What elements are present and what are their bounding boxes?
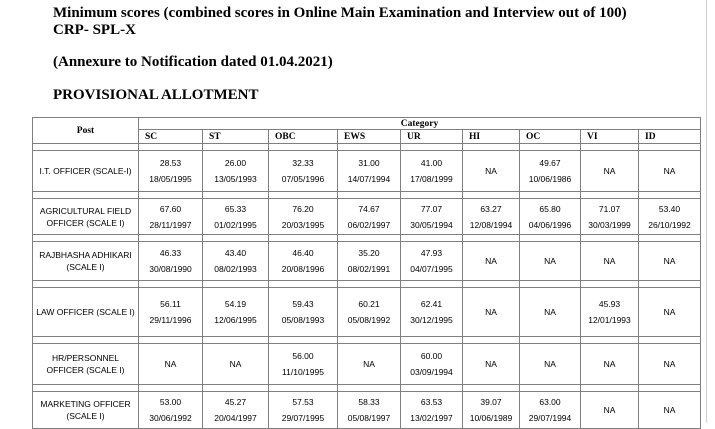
date-value: 30/06/1992: [149, 413, 192, 423]
score-cell: [203, 242, 269, 281]
table-row: [33, 242, 701, 281]
spacer-cell: [581, 235, 639, 242]
spacer-cell: [139, 192, 203, 199]
spacer-cell: [520, 235, 581, 242]
spacer-cell: [203, 281, 269, 288]
score-value: 63.53: [420, 397, 443, 407]
spacer-cell: [338, 235, 401, 242]
score-value: 26.00: [224, 158, 247, 168]
page-edge: [706, 0, 707, 423]
score-cell: [639, 242, 701, 281]
score-value: 53.00: [159, 397, 182, 407]
score-cell: [639, 288, 701, 337]
score-cell: [338, 151, 401, 192]
score-cell: [401, 344, 463, 385]
category-header: Category: [139, 118, 701, 130]
post-name-line: LAW OFFICER (SCALE I): [36, 307, 135, 317]
score-value: 71.07: [598, 203, 621, 214]
score-cell: [203, 288, 269, 337]
score-cell: [520, 151, 581, 192]
na-value: NA: [485, 256, 497, 266]
post-name-line: I.T. OFFICER (SCALE-I): [39, 166, 132, 176]
score-cell: [203, 344, 269, 385]
spacer-cell: [203, 385, 269, 392]
column-header-obc: OBC: [269, 130, 338, 144]
spacer-cell: [401, 385, 463, 392]
score-cell: [581, 199, 639, 235]
score-cell: [338, 344, 401, 385]
na-value: NA: [663, 166, 676, 176]
spacer-cell: [401, 337, 463, 344]
score-value: 60.00: [420, 351, 443, 361]
date-value: 07/05/1996: [281, 174, 325, 184]
na-value: NA: [663, 256, 676, 266]
score-cell: [520, 344, 581, 385]
spacer-cell: [139, 337, 203, 344]
score-value: 56.11: [160, 299, 181, 309]
date-value: 30/08/1990: [149, 264, 192, 274]
score-cell: [401, 199, 463, 235]
spacer-cell: [581, 281, 639, 288]
date-value: 30/12/1995: [410, 315, 453, 325]
post-name-line: RAJBHASHA ADHIKARI: [39, 250, 132, 260]
date-value: 06/02/1997: [347, 219, 391, 230]
column-header-ews: EWS: [338, 130, 401, 144]
spacer-cell: [139, 235, 203, 242]
score-value: 45.93: [598, 299, 621, 309]
spacer-cell: [639, 144, 701, 151]
score-cell: [269, 199, 338, 235]
spacer-cell: [269, 385, 338, 392]
na-value: NA: [544, 359, 556, 369]
score-cell: [463, 242, 520, 281]
score-cell: [139, 242, 203, 281]
spacer-row: [33, 281, 701, 288]
score-value: 67.60: [159, 203, 182, 214]
spacer-cell: [33, 144, 139, 151]
spacer-cell: [463, 235, 520, 242]
score-cell: [463, 288, 520, 337]
date-value: 04/07/1995: [410, 264, 453, 274]
score-cell: [463, 151, 520, 192]
spacer-cell: [33, 192, 139, 199]
spacer-cell: [269, 337, 338, 344]
post-name-cell: [33, 151, 139, 192]
spacer-cell: [463, 337, 520, 344]
document-subtitle: CRP- SPL-X: [53, 22, 136, 38]
date-value: 30/03/1999: [588, 219, 631, 230]
score-value: 63.27: [480, 203, 502, 214]
score-value: 43.40: [224, 248, 247, 258]
score-value: 46.40: [292, 248, 314, 258]
na-value: NA: [663, 405, 676, 415]
score-value: 62.41: [420, 299, 443, 309]
document-title: Minimum scores (combined scores in Online Main Examination and Interview out of 100): [53, 5, 627, 21]
date-value: 29/07/1995: [281, 413, 325, 423]
spacer-cell: [269, 192, 338, 199]
score-value: 65.80: [539, 203, 561, 214]
date-value: 20/03/1995: [281, 219, 325, 230]
post-name-line: AGRICULTURAL FIELD: [39, 205, 132, 216]
score-value: 49.67: [539, 158, 561, 168]
score-value: 65.33: [224, 203, 247, 214]
date-value: 11/10/1995: [282, 367, 324, 377]
na-value: NA: [603, 256, 616, 266]
score-cell: [139, 288, 203, 337]
spacer-cell: [520, 385, 581, 392]
score-cell: [401, 288, 463, 337]
score-cell: [338, 288, 401, 337]
score-cell: [401, 151, 463, 192]
score-cell: [520, 242, 581, 281]
spacer-cell: [463, 385, 520, 392]
column-header-st: ST: [203, 130, 269, 144]
column-header-oc: OC: [520, 130, 581, 144]
score-value: 45.27: [224, 397, 247, 407]
spacer-cell: [463, 192, 520, 199]
score-cell: [269, 151, 338, 192]
na-value: NA: [485, 359, 497, 369]
spacer-cell: [338, 337, 401, 344]
post-name-line: HR/PERSONNEL: [51, 353, 120, 363]
post-name-line: OFFICER (SCALE I): [46, 217, 125, 228]
score-cell: [520, 199, 581, 235]
spacer-cell: [33, 281, 139, 288]
score-cell: [203, 151, 269, 192]
column-header-sc: SC: [139, 130, 203, 144]
score-value: 41.00: [420, 158, 443, 168]
score-value: 47.93: [420, 248, 443, 258]
score-cell: [581, 151, 639, 192]
score-value: 77.07: [420, 203, 443, 214]
date-value: 18/05/1995: [149, 174, 192, 184]
score-cell: [639, 344, 701, 385]
score-value: 39.07: [480, 397, 502, 407]
date-value: 20/04/1997: [214, 413, 257, 423]
table-row: [33, 199, 701, 235]
score-value: 60.21: [358, 299, 380, 309]
spacer-cell: [639, 281, 701, 288]
score-cell: [639, 199, 701, 235]
post-name-line: MARKETING OFFICER: [40, 399, 131, 409]
na-value: NA: [485, 307, 497, 317]
column-header-id: ID: [639, 130, 701, 144]
score-cell: [401, 242, 463, 281]
column-header-ur: UR: [401, 130, 463, 144]
na-value: NA: [603, 359, 616, 369]
date-value: 26/10/1992: [648, 219, 691, 230]
spacer-cell: [338, 192, 401, 199]
spacer-cell: [338, 281, 401, 288]
spacer-cell: [139, 144, 203, 151]
na-value: NA: [164, 359, 177, 369]
score-value: 28.53: [159, 158, 182, 168]
date-value: 05/08/1992: [347, 315, 391, 325]
spacer-cell: [463, 281, 520, 288]
date-value: 05/08/1997: [347, 413, 391, 423]
annexure-note: (Annexure to Notification dated 01.04.2021): [53, 54, 333, 70]
spacer-cell: [401, 144, 463, 151]
spacer-cell: [33, 337, 139, 344]
date-value: 13/02/1997: [410, 413, 453, 423]
spacer-cell: [639, 235, 701, 242]
spacer-cell: [520, 281, 581, 288]
spacer-row: [33, 337, 701, 344]
date-value: 12/08/1994: [469, 219, 513, 230]
spacer-cell: [269, 235, 338, 242]
na-value: NA: [544, 256, 556, 266]
score-cell: [581, 242, 639, 281]
column-header-vi: VI: [581, 130, 639, 144]
spacer-cell: [520, 337, 581, 344]
date-value: 08/02/1991: [347, 264, 391, 274]
spacer-cell: [139, 281, 203, 288]
score-cell: [139, 199, 203, 235]
spacer-cell: [401, 235, 463, 242]
spacer-cell: [401, 192, 463, 199]
date-value: 10/06/1989: [469, 413, 513, 423]
date-value: 29/07/1994: [528, 413, 572, 423]
post-name-line: (SCALE I): [66, 262, 105, 272]
date-value: 14/07/1994: [347, 174, 391, 184]
spacer-row: [33, 192, 701, 199]
date-value: 03/09/1994: [410, 367, 453, 377]
score-value: 56.00: [292, 351, 314, 361]
spacer-cell: [338, 385, 401, 392]
score-value: 35.20: [358, 248, 380, 258]
date-value: 04/06/1996: [528, 219, 572, 230]
na-value: NA: [363, 359, 375, 369]
spacer-cell: [33, 385, 139, 392]
spacer-cell: [581, 337, 639, 344]
post-header: Post: [33, 118, 139, 144]
score-cell: [139, 151, 203, 192]
score-value: 32.33: [292, 158, 314, 168]
spacer-cell: [581, 385, 639, 392]
date-value: 30/05/1994: [410, 219, 453, 230]
spacer-row: [33, 235, 701, 242]
score-value: 57.53: [292, 397, 314, 407]
score-value: 76.20: [292, 203, 314, 214]
date-value: 28/11/1997: [149, 219, 192, 230]
table-row: [33, 151, 701, 192]
score-cell: [338, 242, 401, 281]
na-value: NA: [603, 405, 616, 415]
date-value: 08/02/1993: [214, 264, 257, 274]
spacer-cell: [581, 192, 639, 199]
na-value: NA: [663, 359, 676, 369]
date-value: 05/08/1993: [281, 315, 325, 325]
spacer-cell: [520, 192, 581, 199]
spacer-cell: [401, 281, 463, 288]
score-cell: [338, 199, 401, 235]
spacer-cell: [639, 385, 701, 392]
na-value: NA: [603, 166, 616, 176]
spacer-cell: [463, 144, 520, 151]
score-value: 53.40: [658, 203, 681, 214]
score-cell: [139, 344, 203, 385]
date-value: 13/05/1993: [214, 174, 257, 184]
date-value: 20/08/1996: [281, 264, 325, 274]
score-value: 54.19: [224, 299, 247, 309]
date-value: 29/11/1996: [149, 315, 192, 325]
date-value: 17/08/1999: [410, 174, 453, 184]
spacer-row: [33, 144, 701, 151]
na-value: NA: [485, 166, 497, 176]
score-value: 46.33: [159, 248, 182, 258]
score-value: 74.67: [358, 203, 380, 214]
na-value: NA: [229, 359, 242, 369]
spacer-cell: [269, 144, 338, 151]
spacer-cell: [338, 144, 401, 151]
spacer-cell: [269, 281, 338, 288]
score-cell: [269, 344, 338, 385]
na-value: NA: [663, 307, 676, 317]
score-cell: [269, 242, 338, 281]
score-cell: [463, 344, 520, 385]
spacer-cell: [203, 337, 269, 344]
column-header-hi: HI: [463, 130, 520, 144]
post-name-cell: [33, 288, 139, 337]
date-value: 01/02/1995: [214, 219, 257, 230]
scores-table: [32, 117, 701, 429]
spacer-cell: [581, 144, 639, 151]
score-value: 31.00: [358, 158, 380, 168]
score-cell: [269, 288, 338, 337]
score-value: 63.00: [539, 397, 561, 407]
score-value: 58.33: [358, 397, 380, 407]
spacer-cell: [520, 144, 581, 151]
score-value: 59.43: [292, 299, 314, 309]
spacer-cell: [139, 385, 203, 392]
date-value: 12/06/1995: [214, 315, 257, 325]
spacer-cell: [639, 337, 701, 344]
spacer-cell: [203, 144, 269, 151]
post-name-cell: [33, 242, 139, 281]
date-value: 10/06/1986: [528, 174, 572, 184]
spacer-cell: [203, 192, 269, 199]
table-row: [33, 344, 701, 385]
score-cell: [203, 199, 269, 235]
post-name-cell: [33, 344, 139, 385]
table-row: [33, 288, 701, 337]
score-cell: [463, 199, 520, 235]
post-name-line: (SCALE I): [66, 411, 105, 421]
section-heading: PROVISIONAL ALLOTMENT: [53, 87, 259, 103]
score-cell: [581, 344, 639, 385]
spacer-cell: [33, 235, 139, 242]
post-name-line: OFFICER (SCALE I): [46, 365, 125, 375]
spacer-row: [33, 385, 701, 392]
spacer-cell: [639, 192, 701, 199]
post-name-cell: [33, 199, 139, 235]
score-cell: [581, 288, 639, 337]
spacer-cell: [203, 235, 269, 242]
na-value: NA: [544, 307, 556, 317]
score-cell: [639, 151, 701, 192]
score-cell: [520, 288, 581, 337]
date-value: 12/01/1993: [588, 315, 631, 325]
